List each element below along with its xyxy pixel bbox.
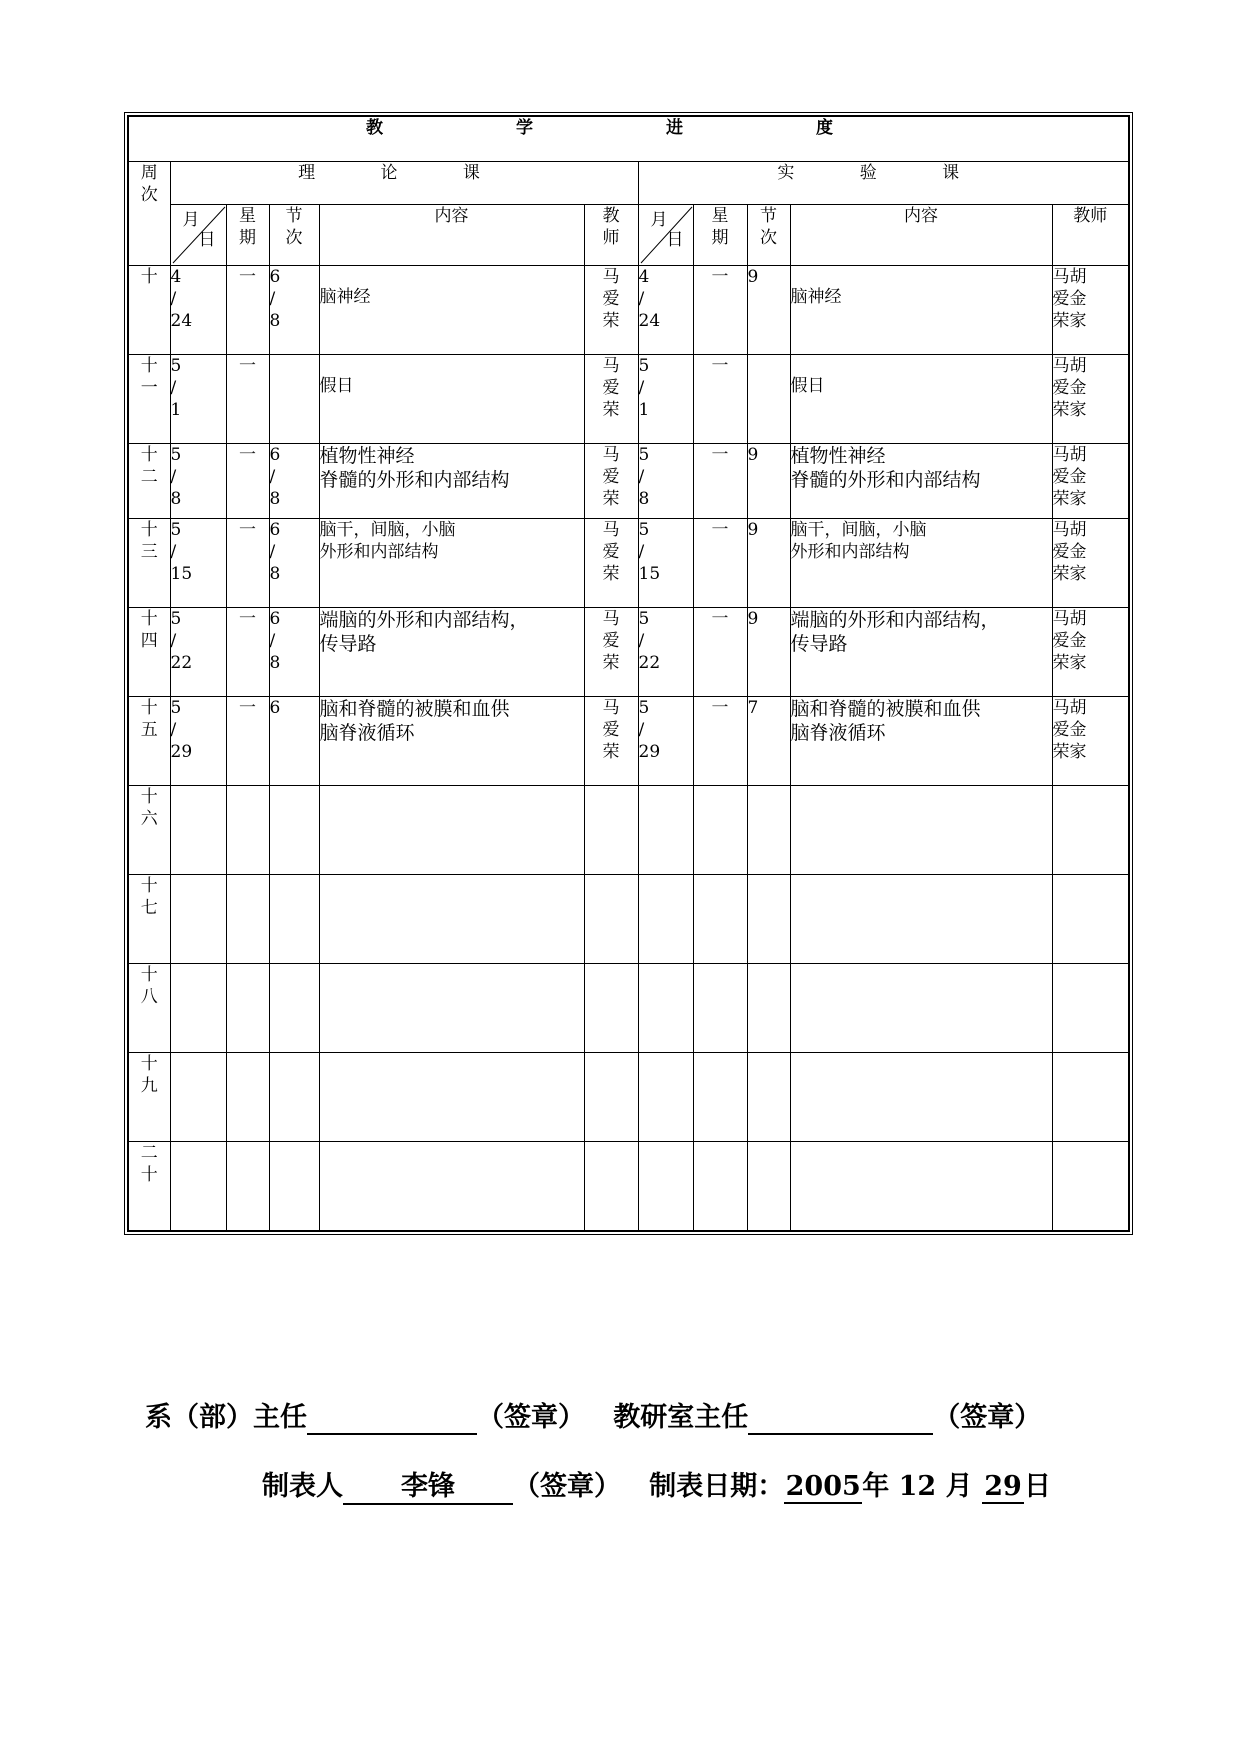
lab-period-cell [747, 1142, 790, 1232]
theory-weekday-cell: 一 [226, 266, 269, 355]
office-head-label: 教研室主任 [613, 1402, 749, 1433]
day-unit: 日 [1024, 1471, 1051, 1502]
theory-period-cell: 6 / 8 [269, 608, 319, 697]
theory-content-cell: 假日 [319, 355, 584, 444]
lab-content-header: 内容 [790, 205, 1052, 266]
maker-line [262, 1464, 1051, 1505]
table-row [128, 519, 1129, 608]
week-cell: 十 三 [128, 519, 170, 608]
lab-content-cell [790, 1142, 1052, 1232]
theory-content-cell [319, 1142, 584, 1232]
lab-teacher-cell [1052, 1053, 1129, 1142]
lab-teacher-cell: 马胡 爱金 荣家 [1052, 444, 1129, 519]
lab-date-cell: 5 / 1 [638, 355, 693, 444]
theory-weekday-cell: 一 [226, 519, 269, 608]
table-row [128, 444, 1129, 519]
theory-date-cell: 5 / 1 [170, 355, 226, 444]
week-header-label: 周 次 [140, 163, 158, 205]
theory-period-header: 节 次 [269, 205, 319, 266]
theory-period-cell [269, 964, 319, 1053]
lab-weekday-cell: 一 [693, 355, 747, 444]
theory-content-cell [319, 786, 584, 875]
year-unit: 年 [862, 1471, 890, 1502]
week-cell: 十 二 [128, 444, 170, 519]
week-cell: 十 五 [128, 697, 170, 786]
teaching-schedule-table [127, 115, 1130, 1232]
lab-weekday-cell [693, 875, 747, 964]
theory-period-cell [269, 355, 319, 444]
lab-teacher-cell [1052, 1142, 1129, 1232]
maker-label: 制表人 [262, 1471, 343, 1502]
theory-weekday-cell: 一 [226, 697, 269, 786]
theory-teacher-cell [584, 786, 638, 875]
theory-header: 理 论 课 [170, 162, 638, 205]
lab-period-cell: 7 [747, 697, 790, 786]
theory-teacher-header: 教 师 [584, 205, 638, 266]
table-row [128, 964, 1129, 1053]
table-row [128, 786, 1129, 875]
theory-date-cell [170, 875, 226, 964]
theory-date-header: 月 日 [170, 205, 226, 266]
theory-period-cell: 6 / 8 [269, 444, 319, 519]
lab-weekday-cell: 一 [693, 266, 747, 355]
dept-head-signature-field[interactable] [307, 1402, 477, 1435]
theory-content-cell: 脑干，间脑，小脑 外形和内部结构 [319, 519, 584, 608]
theory-date-cell: 5 / 8 [170, 444, 226, 519]
lab-weekday-cell: 一 [693, 697, 747, 786]
week-header [128, 162, 170, 266]
lab-period-cell: 9 [747, 266, 790, 355]
theory-content-cell: 植物性神经 脊髓的外形和内部结构 [319, 444, 584, 519]
theory-weekday-cell [226, 1053, 269, 1142]
dept-head-label: 系（部）主任 [145, 1402, 307, 1433]
table-row [128, 1053, 1129, 1142]
theory-period-cell [269, 1142, 319, 1232]
lab-date-cell: 5 / 29 [638, 697, 693, 786]
lab-content-cell [790, 964, 1052, 1053]
lab-content-cell [790, 875, 1052, 964]
lab-date-cell [638, 875, 693, 964]
lab-period-cell [747, 964, 790, 1053]
lab-content-cell: 植物性神经 脊髓的外形和内部结构 [790, 444, 1052, 519]
week-cell: 十 一 [128, 355, 170, 444]
theory-teacher-cell [584, 875, 638, 964]
dept-head-sign-label: （签章） [477, 1402, 585, 1433]
theory-content-cell: 脑神经 [319, 266, 584, 355]
lab-period-cell [747, 786, 790, 875]
lab-date-cell: 5 / 22 [638, 608, 693, 697]
lab-content-cell: 假日 [790, 355, 1052, 444]
theory-period-cell: 6 / 8 [269, 519, 319, 608]
lab-date-cell: 5 / 8 [638, 444, 693, 519]
lab-period-cell [747, 1053, 790, 1142]
table-row [128, 1142, 1129, 1232]
lab-date-cell: 5 / 15 [638, 519, 693, 608]
lab-teacher-cell: 马胡 爱金 荣家 [1052, 519, 1129, 608]
theory-period-cell [269, 786, 319, 875]
theory-date-cell: 5 / 29 [170, 697, 226, 786]
lab-period-cell: 9 [747, 444, 790, 519]
lab-teacher-cell [1052, 875, 1129, 964]
theory-weekday-cell [226, 964, 269, 1053]
week-cell: 十 九 [128, 1053, 170, 1142]
week-cell: 十 四 [128, 608, 170, 697]
table-row [128, 355, 1129, 444]
lab-period-cell: 9 [747, 519, 790, 608]
theory-content-header: 内容 [319, 205, 584, 266]
week-cell: 十 六 [128, 786, 170, 875]
lab-weekday-header: 星 期 [693, 205, 747, 266]
theory-date-cell: 5 / 15 [170, 519, 226, 608]
lab-period-header: 节 次 [747, 205, 790, 266]
theory-period-cell [269, 875, 319, 964]
lab-date-header: 月 日 [638, 205, 693, 266]
theory-period-cell [269, 1053, 319, 1142]
table-row [128, 608, 1129, 697]
approval-line [145, 1395, 1041, 1435]
table-row [128, 875, 1129, 964]
theory-date-cell [170, 1053, 226, 1142]
maker-sign-label: （签章） [513, 1471, 621, 1502]
maker-name-field[interactable]: 李锋 [343, 1464, 513, 1505]
lab-header: 实 验 课 [638, 162, 1129, 205]
theory-content-cell: 脑和脊髓的被膜和血供 脑脊液循环 [319, 697, 584, 786]
lab-period-cell [747, 875, 790, 964]
lab-date-cell [638, 786, 693, 875]
lab-date-cell: 4 / 24 [638, 266, 693, 355]
lab-period-cell [747, 355, 790, 444]
theory-teacher-cell: 马 爱 荣 [584, 608, 638, 697]
theory-date-cell [170, 786, 226, 875]
week-cell: 十 八 [128, 964, 170, 1053]
theory-period-cell: 6 [269, 697, 319, 786]
lab-weekday-cell: 一 [693, 444, 747, 519]
theory-teacher-cell: 马 爱 荣 [584, 519, 638, 608]
lab-teacher-cell [1052, 786, 1129, 875]
date-label: 制表日期： [649, 1471, 785, 1502]
theory-teacher-cell [584, 964, 638, 1053]
lab-content-cell: 脑干，间脑，小脑 外形和内部结构 [790, 519, 1052, 608]
theory-date-cell [170, 964, 226, 1053]
theory-date-cell [170, 1142, 226, 1232]
theory-content-cell [319, 875, 584, 964]
lab-date-cell [638, 1053, 693, 1142]
office-head-signature-field[interactable] [748, 1402, 933, 1435]
lab-teacher-cell: 马胡 爱金 荣家 [1052, 697, 1129, 786]
theory-weekday-cell [226, 875, 269, 964]
lab-period-cell: 9 [747, 608, 790, 697]
lab-weekday-cell: 一 [693, 608, 747, 697]
lab-content-cell: 脑和脊髓的被膜和血供 脑脊液循环 [790, 697, 1052, 786]
month-unit: 月 [945, 1471, 973, 1502]
office-head-sign-label: （签章） [933, 1402, 1042, 1433]
lab-date-cell [638, 1142, 693, 1232]
theory-period-cell: 6 / 8 [269, 266, 319, 355]
lab-content-cell: 脑神经 [790, 266, 1052, 355]
theory-teacher-cell: 马 爱 荣 [584, 266, 638, 355]
theory-weekday-cell [226, 1142, 269, 1232]
theory-content-cell [319, 964, 584, 1053]
table-title: 教 学 进 度 [128, 116, 1129, 162]
week-cell: 十 [128, 266, 170, 355]
theory-teacher-cell [584, 1053, 638, 1142]
lab-weekday-cell [693, 1053, 747, 1142]
lab-content-cell [790, 1053, 1052, 1142]
lab-teacher-cell: 马胡 爱金 荣家 [1052, 266, 1129, 355]
lab-teacher-cell [1052, 964, 1129, 1053]
theory-weekday-cell: 一 [226, 355, 269, 444]
theory-weekday-cell: 一 [226, 444, 269, 519]
week-cell: 十 七 [128, 875, 170, 964]
lab-weekday-cell [693, 786, 747, 875]
lab-weekday-cell [693, 1142, 747, 1232]
lab-weekday-cell [693, 964, 747, 1053]
lab-content-cell: 端脑的外形和内部结构， 传导路 [790, 608, 1052, 697]
theory-weekday-header: 星 期 [226, 205, 269, 266]
theory-teacher-cell: 马 爱 荣 [584, 444, 638, 519]
table-row [128, 697, 1129, 786]
theory-teacher-cell [584, 1142, 638, 1232]
lab-date-cell [638, 964, 693, 1053]
schedule-sheet [127, 115, 1127, 1232]
theory-teacher-cell: 马 爱 荣 [584, 697, 638, 786]
theory-content-cell: 端脑的外形和内部结构， 传导路 [319, 608, 584, 697]
week-cell: 二 十 [128, 1142, 170, 1232]
theory-date-cell: 4 / 24 [170, 266, 226, 355]
lab-content-cell [790, 786, 1052, 875]
theory-content-cell [319, 1053, 584, 1142]
theory-weekday-cell [226, 786, 269, 875]
theory-teacher-cell: 马 爱 荣 [584, 355, 638, 444]
lab-weekday-cell: 一 [693, 519, 747, 608]
day-field[interactable]: 29 [982, 1471, 1024, 1504]
table-row [128, 266, 1129, 355]
theory-weekday-cell: 一 [226, 608, 269, 697]
theory-date-cell: 5 / 22 [170, 608, 226, 697]
lab-teacher-cell: 马胡 爱金 荣家 [1052, 608, 1129, 697]
year-field[interactable]: 2005 [785, 1471, 861, 1502]
lab-teacher-header: 教师 [1052, 205, 1129, 266]
month-field[interactable]: 12 [898, 1471, 937, 1502]
lab-teacher-cell: 马胡 爱金 荣家 [1052, 355, 1129, 444]
